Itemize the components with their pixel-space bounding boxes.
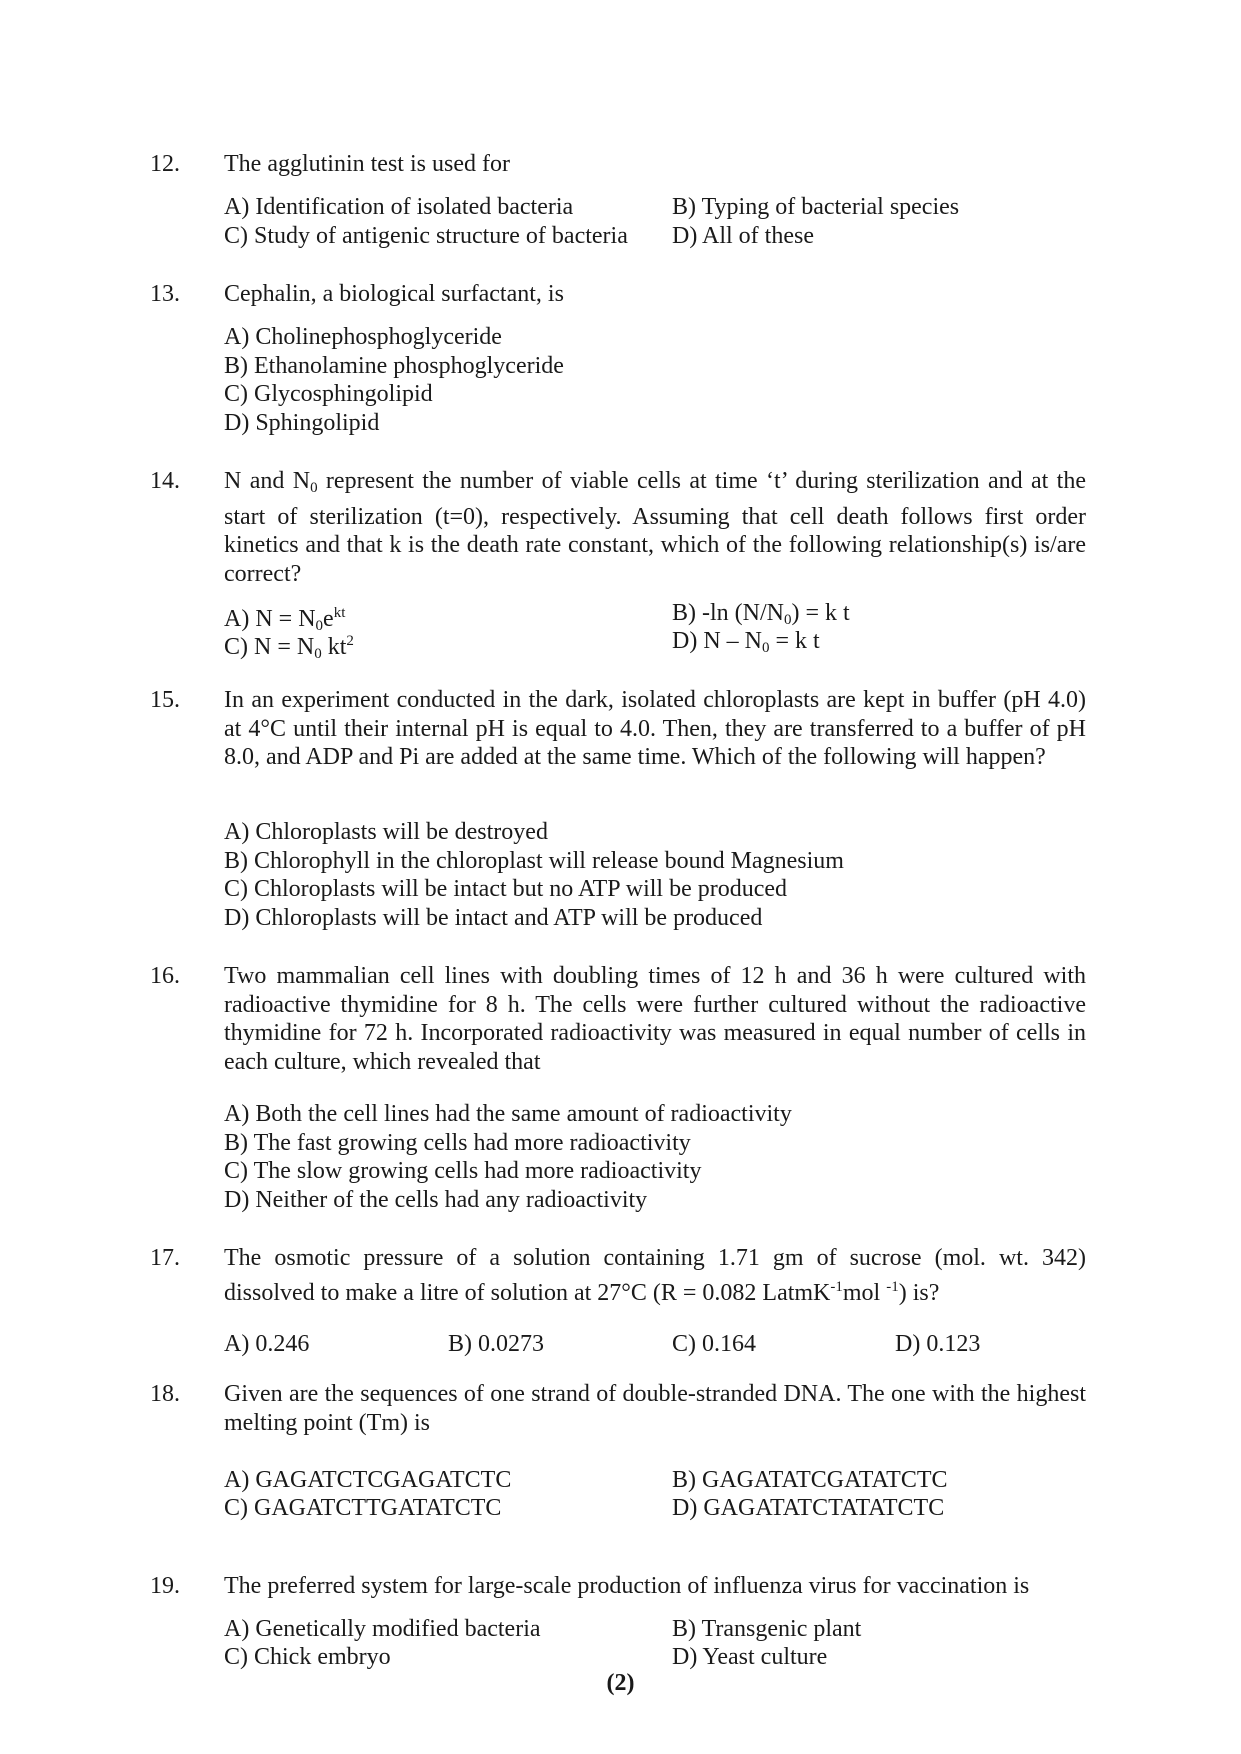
question-number: 15.: [150, 687, 180, 713]
option-a: A) 0.246: [224, 1331, 310, 1357]
question-stem: The agglutinin test is used for: [224, 151, 510, 177]
option-c: C) Chick embryo: [224, 1644, 391, 1670]
option-b: B) Typing of bacterial species: [672, 194, 960, 220]
option-c: C) Chloroplasts will be intact but no ATP will be produced: [224, 876, 788, 902]
option-a: A) Genetically modified bacteria: [224, 1616, 541, 1642]
option-d: D) 0.123: [895, 1331, 981, 1357]
option-b: B) Chlorophyll in the chloroplast will release bound Magnesium: [224, 848, 844, 874]
question-number: 17.: [150, 1245, 180, 1271]
option-a: A) Cholinephosphoglyceride: [224, 324, 502, 350]
option-a: A) Chloroplasts will be destroyed: [224, 819, 548, 845]
question-stem: Two mammalian cell lines with doubling times of 12 h and 36 h were cultured with radioactive thymidine for 8 h. The cells were further cultured without the radioactive thymidine for 72 h. Incorporated radioactivity was measured in equal number of cells in each culture, which revealed that: [224, 963, 1086, 1075]
option-d: D) All of these: [672, 223, 814, 249]
page-number: (2): [606, 1670, 635, 1696]
option-a: A) Identification of isolated bacteria: [224, 194, 574, 220]
option-a: A) GAGATCTCGAGATCTC: [224, 1467, 512, 1493]
option-c: C) $N = N_0$ $kt^2$: [224, 633, 354, 662]
question-number: 18.: [150, 1381, 180, 1407]
question-number: 16.: [150, 963, 180, 989]
question-number: 12.: [150, 151, 180, 177]
option-d: D) $N - N_0 = k$ t: [672, 628, 820, 656]
option-b: B) -ln $(N/N_0) = k$ t: [672, 600, 850, 628]
option-b: B) 0.0273: [448, 1331, 544, 1357]
option-b: B) Ethanolamine phosphoglyceride: [224, 353, 564, 379]
question-number: 14.: [150, 468, 180, 494]
option-b: B) The fast growing cells had more radioactivity: [224, 1130, 691, 1156]
question-number: 13.: [150, 281, 180, 307]
option-c: C) The slow growing cells had more radioactivity: [224, 1158, 702, 1184]
question-stem: The osmotic pressure of a solution containing 1.71 gm of sucrose (mol. wt. 342) dissolved to make a litre of solution at 27°C (R = 0.082 LatmK$^{-1}$mol $^{-1}$) is?: [224, 1245, 1086, 1306]
question-number: 19.: [150, 1573, 180, 1599]
question-stem: Given are the sequences of one strand of double-stranded DNA. The one with the highest melting point (Tm) is: [224, 1381, 1086, 1436]
option-c: C) 0.164: [672, 1331, 756, 1357]
question-stem: Cephalin, a biological surfactant, is: [224, 281, 564, 307]
question-stem: The preferred system for large-scale production of influenza virus for vaccination is: [224, 1573, 1030, 1599]
question-stem: N and $N_0$ represent the number of viable cells at time ‘t’ during sterilization and at the start of sterilization (t=0), respectively. Assuming that cell death follows first order kinetics and that k is the death rate constant, which of the following relationship(s) is/are correct?: [224, 468, 1086, 587]
option-d: D) Neither of the cells had any radioactivity: [224, 1187, 648, 1213]
option-d: D) Chloroplasts will be intact and ATP will be produced: [224, 905, 763, 931]
question-stem: In an experiment conducted in the dark, isolated chloroplasts are kept in buffer (pH 4.0) at 4°C until their internal pH is equal to 4.0. Then, they are transferred to a buffer of pH 8.0, and ADP and Pi are added at the same time. Which of the following will happen?: [224, 687, 1086, 770]
option-d: D) Yeast culture: [672, 1644, 828, 1670]
option-c: C) Study of antigenic structure of bacteria: [224, 223, 628, 249]
option-a: A) $N = N_0e^{kt}$: [224, 605, 346, 634]
option-b: B) Transgenic plant: [672, 1616, 862, 1642]
option-c: C) GAGATCTTGATATCTC: [224, 1495, 502, 1521]
option-d: D) GAGATATCTATATCTC: [672, 1495, 945, 1521]
option-c: C) Glycosphingolipid: [224, 381, 433, 407]
option-d: D) Sphingolipid: [224, 410, 380, 436]
option-a: A) Both the cell lines had the same amount of radioactivity: [224, 1101, 792, 1127]
option-b: B) GAGATATCGATATCTC: [672, 1467, 948, 1493]
